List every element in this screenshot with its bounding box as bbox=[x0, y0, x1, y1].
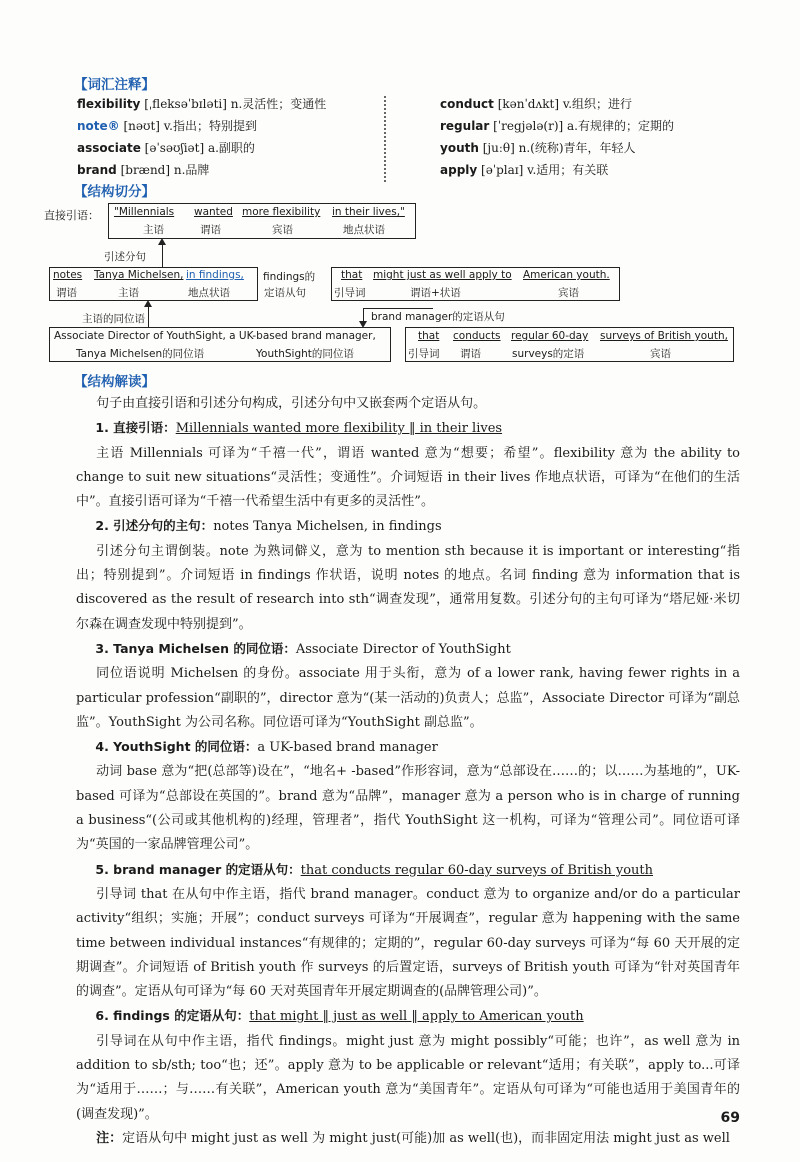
vocab-entry bbox=[440, 115, 674, 137]
section-3-sentence: Associate Director of YouthSight bbox=[295, 641, 511, 657]
vocab-word: conduct bbox=[440, 97, 494, 111]
reporting-clause-label: 引述分句 bbox=[104, 251, 146, 263]
note-text: 定语从句中 might just as well 为 might just(可能)加 as well(也)，而非固定用法 might just as well bbox=[122, 1130, 730, 1146]
section-2-title: 2. 引述分句的主句： bbox=[95, 518, 214, 534]
vocab-def: [ˌfleksəˈbɪləti] n.灵活性；变通性 bbox=[144, 97, 327, 111]
section-1-title: 1. 直接引语： bbox=[95, 420, 176, 436]
reporting-adverbial: in findings, bbox=[186, 269, 244, 281]
vocab-word: brand bbox=[77, 163, 117, 177]
vocab-entry bbox=[77, 159, 326, 181]
section-1-sentence: Millennials wanted more flexibility ‖ in their lives bbox=[175, 421, 503, 437]
rel1-pronoun: that bbox=[341, 269, 363, 281]
appositive-text bbox=[54, 330, 376, 342]
findings-clause-label-1: findings的 bbox=[263, 271, 316, 283]
vocab-entry bbox=[440, 159, 674, 181]
rel2-adj: regular 60-day bbox=[511, 330, 589, 342]
quote-role-adverbial: 地点状语 bbox=[343, 224, 385, 236]
vocab-entry bbox=[440, 137, 674, 159]
section-3-paragraph: 同位语说明 Michelsen 的身份。associate 用于头衔，意为 of a lower rank, having fewer rights in a particular profession“副职的”，director 意为“(某一活动的)负责人；总监”，Associate Director 可译为“副总监”。YouthSight 为公司名称。同位语可译为“YouthSight 副总监”。 bbox=[76, 666, 740, 730]
intro-paragraph: 句子由直接引语和引述分句构成，引述分句中又嵌套两个定语从句。 bbox=[96, 396, 487, 411]
quote-adverbial: in their lives," bbox=[332, 206, 405, 218]
rel1-role-object: 宾语 bbox=[558, 287, 579, 299]
vocab-left-column bbox=[77, 93, 326, 181]
quote-role-subject: 主语 bbox=[143, 224, 164, 236]
up-arrow-icon bbox=[158, 238, 166, 245]
vocab-def: [brænd] n.品牌 bbox=[120, 163, 210, 177]
section-4-paragraph: 动词 base 意为“把(总部等)设在”，“地名+ -based”作形容词，意为“总部设在……的；以……为基地的”，UK-based 可译为“总部设在英国的”。brand 意为“品牌”，manager 意为 a person who is in charge of running a business“(公司或其他机构的)经理，管理者”，指代 YouthSight 这一机构，可译为“管理公司”。同位语可译为“英国的一家品牌管理公司”。 bbox=[76, 764, 740, 853]
section-4-sentence: a UK-based brand manager bbox=[257, 740, 438, 756]
vocab-def: [əˈplaɪ] v.适用；有关联 bbox=[481, 163, 609, 177]
appositive-label: 主语的同位语 bbox=[82, 313, 145, 325]
vocab-def: [ˈregjələ(r)] a.有规律的；定期的 bbox=[493, 119, 674, 133]
vocab-def: [juːθ] n.(统称)青年，年轻人 bbox=[482, 141, 636, 155]
section-6-sentence: that might ‖ just as well ‖ apply to American youth bbox=[249, 1009, 584, 1025]
vocab-word: youth bbox=[440, 141, 479, 155]
rel2-role-verb: 谓语 bbox=[460, 348, 481, 360]
section-5-paragraph: 引导词 that 在从句中作主语，指代 brand manager。conduct 意为 to organize and/or do a particular activity“组织；实施；开展”；conduct surveys 可译为“开展调查”，regular 意为 happening with the same time between individual instances“有规律的；定期的”，regular 60-day surveys 可译为“每 60 天开展的定期调查”。介词短语 of British youth 作 surveys 的后置定语，surveys of British youth 可译为“针对英国青年的调查”。定语从句可译为“每 60 天对英国青年开展定期调查的(品牌管理公司)”。 bbox=[76, 886, 740, 1000]
connector-line bbox=[162, 244, 163, 268]
vocab-def: [əˈsəʊʃiət] a.副职的 bbox=[144, 141, 255, 155]
vocab-def: [kənˈdʌkt] v.组织；进行 bbox=[497, 97, 633, 111]
vocab-right-column bbox=[440, 93, 674, 181]
vocab-entry bbox=[77, 93, 326, 115]
appositive-role-1: Tanya Michelsen的同位语 bbox=[76, 348, 205, 360]
reporting-subject: Tanya Michelsen, bbox=[94, 269, 184, 281]
section-1-paragraph: 主语 Millennials 可译为“千禧一代”，谓语 wanted 意为“想要；希望”。flexibility 意为 the ability to change to suit new situations“灵活性；变通性”。介词短语 in their lives 作地点状语，可译为“在他们的生活中”。直接引语可译为“千禧一代希望生活中有更多的灵活性”。 bbox=[76, 445, 740, 510]
section-3-title: 3. Tanya Michelsen 的同位语： bbox=[95, 640, 296, 656]
section-2-sentence: notes Tanya Michelsen, in findings bbox=[213, 519, 442, 535]
vocab-def: [nəʊt] v.指出；特别提到 bbox=[123, 119, 257, 133]
vocab-word: note® bbox=[77, 119, 120, 133]
section-6-heading bbox=[76, 1004, 740, 1029]
rel2-object: surveys of British youth, bbox=[600, 330, 728, 342]
section-4-heading bbox=[76, 735, 740, 760]
section-5-sentence: that conducts regular 60-day surveys of British youth bbox=[300, 862, 654, 878]
appositive-phrase: Associate Director of YouthSight, a UK-based brand manager, bbox=[54, 330, 376, 342]
page-number: 69 bbox=[720, 1110, 740, 1126]
rel1-role-verb: 谓语+状语 bbox=[410, 287, 461, 299]
quote-verb: wanted bbox=[194, 206, 233, 218]
vocab-word: regular bbox=[440, 119, 490, 133]
vocab-word: apply bbox=[440, 163, 478, 177]
rel1-verb: might just as well apply to bbox=[373, 269, 512, 281]
section-6-paragraph: 引导词在从句中作主语，指代 findings。might just 意为 might possibly“可能；也许”，as well 意为 in addition to sb/sth; too“也；还”。apply 意为 to be applicable or relevant“适用；有关联”，apply to...可译为“适用于……；与……有关联”，American youth 意为“美国青年”。定语从句可译为“可能也适用于美国青年的(调查发现)”。 bbox=[76, 1033, 740, 1122]
section-4-title: 4. YouthSight 的同位语： bbox=[95, 739, 258, 755]
rel2-pronoun: that bbox=[418, 330, 440, 342]
analysis-header: 【结构解读】 bbox=[74, 374, 155, 390]
connector-line bbox=[148, 306, 149, 328]
analysis-body bbox=[76, 392, 740, 1151]
reporting-verb: notes bbox=[53, 269, 83, 281]
direct-quote-label: 直接引语： bbox=[44, 209, 99, 222]
up-arrow-icon bbox=[144, 300, 152, 307]
vocab-word: associate bbox=[77, 141, 141, 155]
structure-header: 【结构切分】 bbox=[74, 184, 155, 200]
section-2-paragraph: 引述分句主谓倒装。note 为熟词僻义，意为 to mention sth because it is important or interesting“指出；特别提到”。介词短语 in findings 作状语，说明 notes 的地点。名词 finding 意为 information that is discovered as the result of research into sth“调查发现”，通常用复数。引述分句的主句可译为“塔尼娅·米切尔森在调查发现中特别提到”。 bbox=[76, 543, 740, 632]
vocab-header: 【词汇注释】 bbox=[74, 77, 155, 93]
section-5-heading bbox=[76, 858, 740, 883]
rel2-verb: conducts bbox=[453, 330, 501, 342]
vocab-word: flexibility bbox=[77, 97, 141, 111]
rel2-role-object: 宾语 bbox=[650, 348, 671, 360]
rel1-role-pronoun: 引导词 bbox=[334, 287, 366, 299]
quote-role-object: 宾语 bbox=[272, 224, 293, 236]
reporting-role-subject: 主语 bbox=[118, 287, 139, 299]
section-3-heading bbox=[76, 637, 740, 662]
rel1-object: American youth. bbox=[523, 269, 610, 281]
section-6-title: 6. findings 的定语从句： bbox=[95, 1008, 250, 1024]
brand-clause-label: brand manager的定语从句 bbox=[371, 311, 505, 323]
findings-clause-label-2: 定语从句 bbox=[264, 287, 306, 299]
note-paragraph bbox=[76, 1127, 740, 1151]
vocab-entry bbox=[77, 137, 326, 159]
quote-subject: "Millennials bbox=[114, 206, 175, 218]
reporting-role-adverbial: 地点状语 bbox=[188, 287, 230, 299]
quote-object: more flexibility bbox=[242, 206, 321, 218]
reporting-role-verb: 谓语 bbox=[56, 287, 77, 299]
note-title: 注： bbox=[96, 1130, 123, 1146]
quote-role-verb: 谓语 bbox=[200, 224, 221, 236]
appositive-role-2: YouthSight的同位语 bbox=[256, 348, 354, 360]
column-divider bbox=[384, 96, 394, 182]
section-1-heading bbox=[76, 416, 740, 441]
section-5-title: 5. brand manager 的定语从句： bbox=[95, 861, 301, 877]
vocab-entry bbox=[440, 93, 674, 115]
vocab-entry bbox=[77, 115, 326, 137]
section-2-heading bbox=[76, 514, 740, 539]
rel2-role-pronoun: 引导词 bbox=[408, 348, 440, 360]
rel2-role-adj: surveys的定语 bbox=[512, 348, 585, 360]
